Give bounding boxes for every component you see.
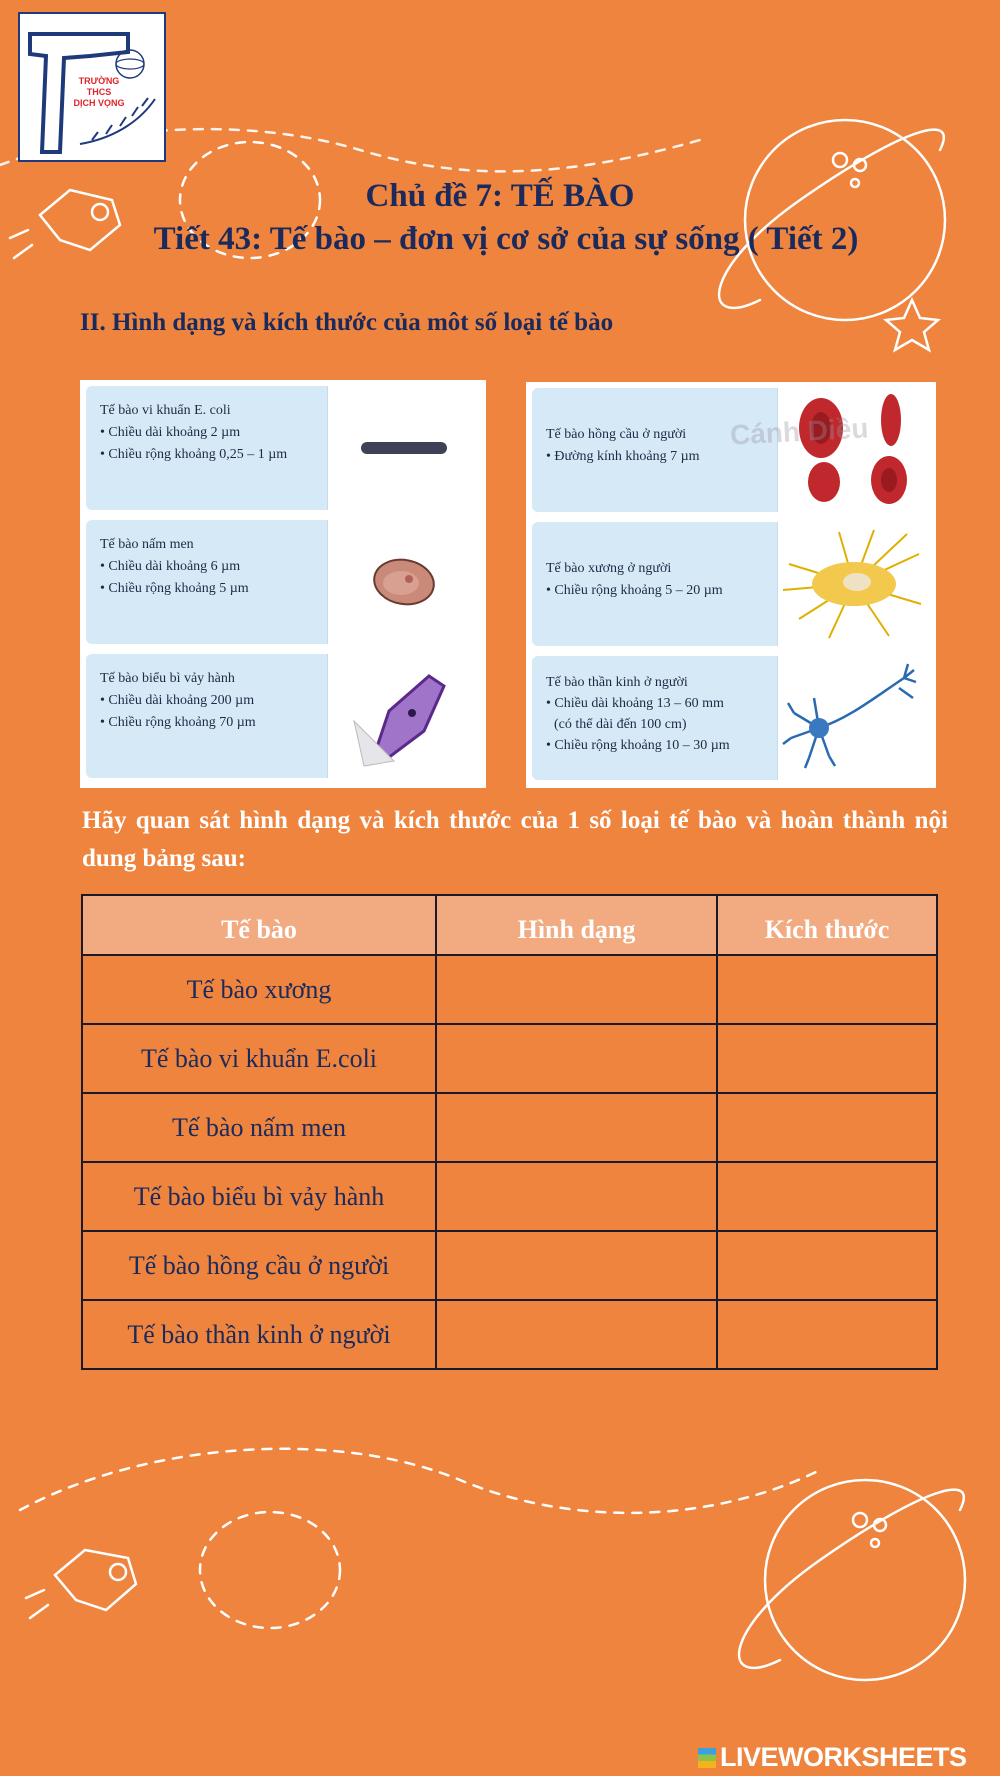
shape-answer-field[interactable] bbox=[436, 1231, 717, 1300]
red-blood-cell-icon bbox=[779, 390, 929, 510]
ecoli-icon bbox=[339, 418, 469, 478]
instruction-text: Hãy quan sát hình dạng và kích thước của 1 số loại tế bào và hoàn thành nội dung bảng sau: bbox=[82, 807, 948, 872]
cell-card-ecoli bbox=[86, 386, 480, 510]
header-cell: Tế bào bbox=[82, 895, 436, 955]
neuron-icon bbox=[779, 658, 929, 778]
answer-table bbox=[81, 894, 938, 1370]
shape-answer-field[interactable] bbox=[436, 1093, 717, 1162]
logo-line-3: DỊCH VỌNG bbox=[73, 98, 125, 108]
cell-fact: • Chiều rộng khoảng 0,25 – 1 µm bbox=[100, 447, 288, 462]
live-badge-icon bbox=[698, 1748, 716, 1768]
table-row bbox=[82, 1024, 937, 1093]
school-logo bbox=[18, 12, 166, 162]
table-row bbox=[82, 955, 937, 1024]
cell-name: Tế bào biểu bì vảy hành bbox=[100, 671, 235, 686]
cell-fact: • Đường kính khoảng 7 µm bbox=[546, 449, 700, 464]
onion-cell-image bbox=[327, 654, 480, 778]
ecoli-image bbox=[327, 386, 480, 510]
yeast-image bbox=[327, 520, 480, 644]
table-row bbox=[82, 1300, 937, 1369]
planet-icon-top bbox=[719, 120, 945, 320]
shape-answer-field[interactable] bbox=[436, 1024, 717, 1093]
cell-name: Tế bào thần kinh ở người bbox=[546, 675, 688, 690]
star-icon bbox=[886, 300, 938, 350]
table-row bbox=[82, 1093, 937, 1162]
section-heading: II. Hình dạng và kích thước của môt số loại tế bào bbox=[80, 309, 614, 336]
cell-fact: • Chiều rộng khoảng 5 µm bbox=[100, 581, 249, 596]
cell-panel-left bbox=[80, 380, 486, 788]
cell-name: Tế bào xương ở người bbox=[546, 561, 672, 576]
shape-answer-field[interactable] bbox=[436, 1300, 717, 1369]
cell-fact: • Chiều dài khoảng 2 µm bbox=[100, 425, 241, 440]
cell-card-rbc bbox=[532, 388, 930, 512]
cell-fact: • Chiều dài khoảng 6 µm bbox=[100, 559, 241, 574]
cell-type-label: Tế bào vi khuẩn E.coli bbox=[82, 1024, 436, 1093]
yeast-cell-icon bbox=[339, 537, 469, 627]
cell-fact: • Chiều dài khoảng 200 µm bbox=[100, 693, 255, 708]
neuron-image bbox=[777, 656, 930, 780]
size-answer-field[interactable] bbox=[717, 1093, 937, 1162]
header-cell: Hình dạng bbox=[436, 895, 717, 955]
cell-type-label: Tế bào hồng cầu ở người bbox=[82, 1231, 436, 1300]
onion-cell-icon bbox=[334, 661, 474, 771]
cell-type-label: Tế bào xương bbox=[82, 955, 436, 1024]
cell-type-label: Tế bào thần kinh ở người bbox=[82, 1300, 436, 1369]
planet-icon-bottom bbox=[739, 1480, 965, 1680]
rbc-image bbox=[729, 388, 930, 512]
cell-card-neuron bbox=[532, 656, 930, 780]
cell-panel-right bbox=[526, 382, 936, 788]
cell-card-bone bbox=[532, 522, 930, 646]
liveworksheets-brand[interactable] bbox=[698, 1742, 967, 1773]
cell-card-yeast bbox=[86, 520, 480, 644]
cell-fact: • Chiều dài khoảng 13 – 60 mm bbox=[546, 696, 724, 711]
size-answer-field[interactable] bbox=[717, 1024, 937, 1093]
watermark: Cánh Diều bbox=[729, 412, 870, 451]
table-row bbox=[82, 1231, 937, 1300]
logo-line-2: THCS bbox=[86, 87, 112, 97]
cell-fact: (có thể dài đến 100 cm) bbox=[554, 717, 687, 732]
cell-name: Tế bào nấm men bbox=[100, 537, 194, 552]
brand-text: LIVEWORKSHEETS bbox=[720, 1742, 967, 1772]
cell-fact: • Chiều rộng khoảng 10 – 30 µm bbox=[546, 738, 730, 753]
lesson-title: Tiết 43: Tế bào – đơn vị cơ sở của sự sống ( Tiết 2) bbox=[153, 221, 859, 257]
size-answer-field[interactable] bbox=[717, 1231, 937, 1300]
cell-fact: • Chiều rộng khoảng 5 – 20 µm bbox=[546, 583, 723, 598]
cell-type-label: Tế bào nấm men bbox=[82, 1093, 436, 1162]
bone-cell-icon bbox=[779, 524, 929, 644]
shape-answer-field[interactable] bbox=[436, 1162, 717, 1231]
cell-fact: • Chiều rộng khoảng 70 µm bbox=[100, 715, 256, 730]
header-cell: Kích thước bbox=[717, 895, 937, 955]
topic-title: Chủ đề 7: TẾ BÀO bbox=[365, 178, 635, 214]
cell-card-onion bbox=[86, 654, 480, 778]
size-answer-field[interactable] bbox=[717, 1162, 937, 1231]
shape-answer-field[interactable] bbox=[436, 955, 717, 1024]
table-header-row bbox=[82, 895, 937, 955]
rocket-icon-bottom bbox=[26, 1550, 136, 1618]
cell-type-label: Tế bào biểu bì vảy hành bbox=[82, 1162, 436, 1231]
size-answer-field[interactable] bbox=[717, 955, 937, 1024]
cell-name: Tế bào hồng cầu ở người bbox=[546, 427, 687, 442]
bone-cell-image bbox=[777, 522, 930, 646]
table-row bbox=[82, 1162, 937, 1231]
logo-line-1: TRƯỜNG bbox=[78, 76, 120, 86]
size-answer-field[interactable] bbox=[717, 1300, 937, 1369]
cell-name: Tế bào vi khuẩn E. coli bbox=[100, 403, 231, 418]
